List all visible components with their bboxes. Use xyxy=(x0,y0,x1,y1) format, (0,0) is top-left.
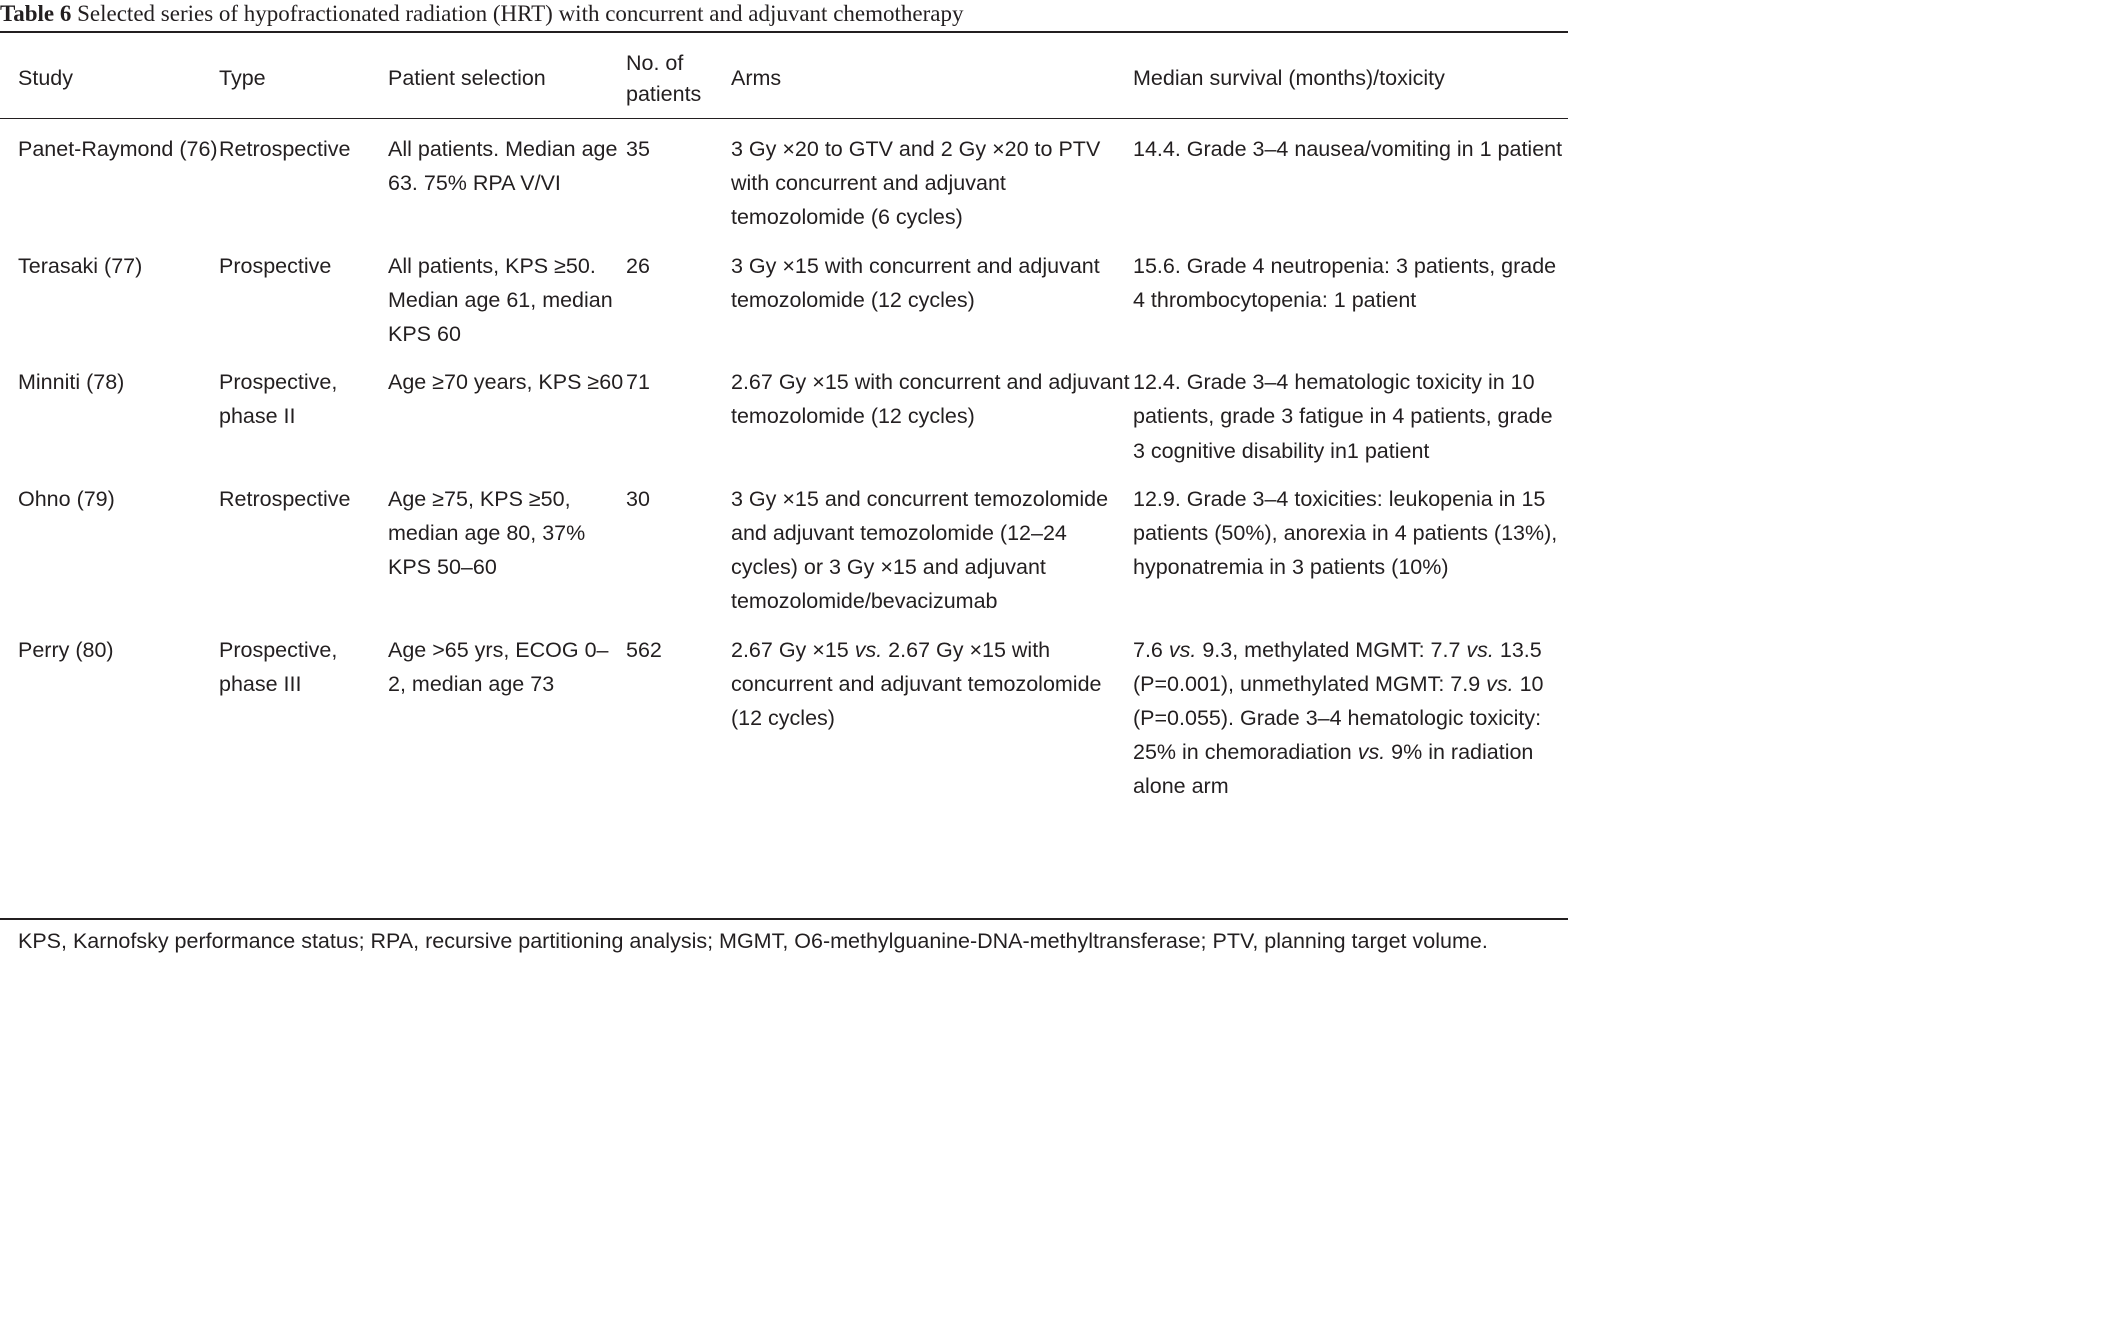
cell-study: Terasaki (77) xyxy=(18,253,143,278)
cell-median-survival: 15.6. Grade 4 neutropenia: 3 patients, grade 4 thrombocytopenia: 1 patient xyxy=(1133,253,1557,312)
cell-median-survival: 14.4. Grade 3–4 nausea/vomiting in 1 patient xyxy=(1133,137,1563,161)
table-row xyxy=(0,468,1568,619)
cell-arms: 3 Gy ×20 to GTV and 2 Gy ×20 to PTV with concurrent and adjuvant temozolomide (6 cycles) xyxy=(731,137,1101,230)
cell-type: Retrospective xyxy=(219,486,351,511)
cell-arms: 3 Gy ×15 and concurrent temozolomide and adjuvant temozolomide (12–24 cycles) or 3 Gy ×15 and adjuvant temozolomide/bevacizumab xyxy=(731,486,1109,614)
top-rule xyxy=(0,31,1568,33)
cell-arms: 2.67 Gy ×15 with concurrent and adjuvant temozolomide (12 cycles) xyxy=(731,370,1130,429)
cell-patients-count: 71 xyxy=(626,370,650,395)
table-row xyxy=(0,118,1568,235)
table-row xyxy=(0,619,1568,804)
cell-type: Retrospective xyxy=(219,137,351,161)
cell-patients-count: 35 xyxy=(626,137,650,161)
col-header-patient-selection: Patient selection xyxy=(388,65,546,90)
table-label: Table 6 xyxy=(0,1,72,26)
cell-type: Prospective xyxy=(219,253,332,278)
table-title: Selected series of hypofractionated radiation (HRT) with concurrent and adjuvant chemotherapy xyxy=(71,1,964,26)
col-header-study: Study xyxy=(18,65,73,90)
cell-patient-selection: All patients, KPS ≥50. Median age 61, median KPS 60 xyxy=(388,253,613,347)
cell-patient-selection: Age ≥75, KPS ≥50, median age 80, 37% KPS 50–60 xyxy=(388,486,586,580)
cell-median-survival: 7.6 vs. 9.3, methylated MGMT: 7.7 vs. 13.5 (P=0.001), unmethylated MGMT: 7.9 vs. 10 (P=0.055). Grade 3–4 hematologic toxicity: 25% in chemoradiation vs. 9% in radiation alone arm xyxy=(1133,637,1544,799)
col-header-type: Type xyxy=(219,65,266,90)
table-caption xyxy=(0,0,1568,27)
table-row xyxy=(0,235,1568,352)
header-row xyxy=(0,38,1568,118)
col-header-arms: Arms xyxy=(731,65,782,90)
cell-type: Prospective, phase II xyxy=(219,370,338,429)
bottom-rule xyxy=(0,918,1568,920)
cell-patient-selection: Age ≥70 years, KPS ≥60 xyxy=(388,370,624,395)
cell-arms: 3 Gy ×15 with concurrent and adjuvant temozolomide (12 cycles) xyxy=(731,253,1100,312)
cell-study: Minniti (78) xyxy=(18,370,125,395)
cell-study: Ohno (79) xyxy=(18,486,115,511)
col-header-median-survival: Median survival (months)/toxicity xyxy=(1133,65,1445,90)
cell-arms: 2.67 Gy ×15 vs. 2.67 Gy ×15 with concurrent and adjuvant temozolomide (12 cycles) xyxy=(731,637,1102,731)
table-row xyxy=(0,351,1568,468)
cell-patient-selection: Age >65 yrs, ECOG 0–2, median age 73 xyxy=(388,637,609,696)
cell-patient-selection: All patients. Median age 63. 75% RPA V/VI xyxy=(388,137,618,196)
cell-patients-count: 26 xyxy=(626,253,650,278)
cell-patients-count: 30 xyxy=(626,486,650,511)
cell-median-survival: 12.9. Grade 3–4 toxicities: leukopenia in 15 patients (50%), anorexia in 4 patients (13%), hyponatremia in 3 patients (10%) xyxy=(1133,486,1558,580)
col-header-patients-count: No. of patients xyxy=(626,51,702,106)
table-footnote: KPS, Karnofsky performance status; RPA, recursive partitioning analysis; MGMT, O6-methylguanine-DNA-methyltransferase; PTV, planning target volume. xyxy=(18,929,1488,953)
cell-median-survival: 12.4. Grade 3–4 hematologic toxicity in 10 patients, grade 3 fatigue in 4 patients, grade 3 cognitive disability in1 patient xyxy=(1133,370,1553,463)
data-table xyxy=(0,38,1568,804)
cell-patients-count: 562 xyxy=(626,637,662,662)
cell-study: Panet-Raymond (76) xyxy=(18,137,218,161)
cell-study: Perry (80) xyxy=(18,637,114,662)
cell-type: Prospective, phase III xyxy=(219,637,338,696)
